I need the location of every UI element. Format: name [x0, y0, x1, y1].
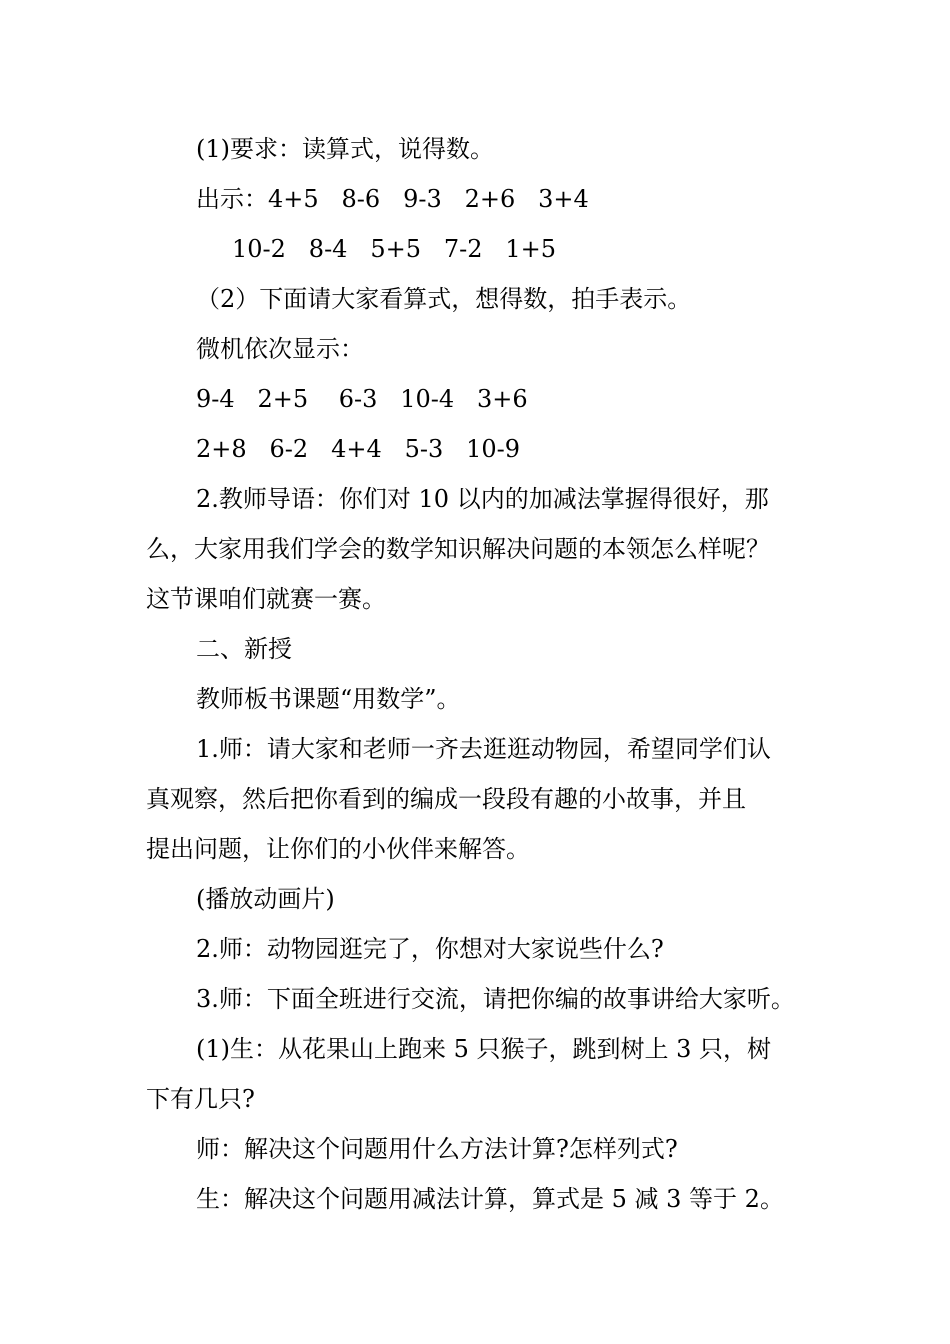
text-line-show-expressions: 出示：4+5 8-6 9-3 2+6 3+4	[196, 185, 589, 213]
text-line-requirement: (1)要求：读算式，说得数。	[196, 135, 494, 163]
text-line-monkey-story: (1)生：从花果山上跑来 5 只猴子，跳到树上 3 只，树	[196, 1035, 772, 1063]
text-line-zoo-visit-cont2: 提出问题，让你们的小伙伴来解答。	[146, 835, 530, 863]
text-line-board-title: 教师板书课题“用数学”。	[196, 685, 461, 713]
text-line-display-row2: 2+8 6-2 4+4 5-3 10-9	[196, 435, 521, 463]
text-line-play-animation: (播放动画片)	[196, 885, 335, 913]
text-line-zoo-visit: 1.师：请大家和老师一齐去逛逛动物园，希望同学们认	[196, 735, 771, 763]
text-line-teacher-guide-cont1: 么，大家用我们学会的数学知识解决问题的本领怎么样呢？	[146, 535, 770, 563]
text-line-teacher-question: 师：解决这个问题用什么方法计算?怎样列式?	[196, 1135, 678, 1163]
text-line-display-row1: 9-4 2+5 6-3 10-4 3+6	[196, 385, 528, 413]
text-line-teacher-guide: 2.教师导语：你们对 10 以内的加减法掌握得很好，那	[196, 485, 769, 513]
text-line-class-exchange: 3.师：下面全班进行交流，请把你编的故事讲给大家听。	[196, 985, 795, 1013]
section-heading-new-lesson: 二、新授	[196, 635, 292, 663]
text-line-monkey-story-cont: 下有几只?	[146, 1085, 255, 1113]
text-line-zoo-done: 2.师：动物园逛完了，你想对大家说些什么?	[196, 935, 664, 963]
text-line-zoo-visit-cont1: 真观察，然后把你看到的编成一段段有趣的小故事，并且	[146, 785, 746, 813]
text-line-computer-display: 微机依次显示：	[196, 335, 364, 363]
text-line-student-answer: 生：解决这个问题用减法计算，算式是 5 减 3 等于 2。	[196, 1185, 784, 1213]
text-line-expressions-row2: 10-2 8-4 5+5 7-2 1+5	[232, 235, 557, 263]
text-line-teacher-guide-cont2: 这节课咱们就赛一赛。	[146, 585, 386, 613]
text-line-clap-instruction: （2）下面请大家看算式，想得数，拍手表示。	[196, 285, 692, 313]
